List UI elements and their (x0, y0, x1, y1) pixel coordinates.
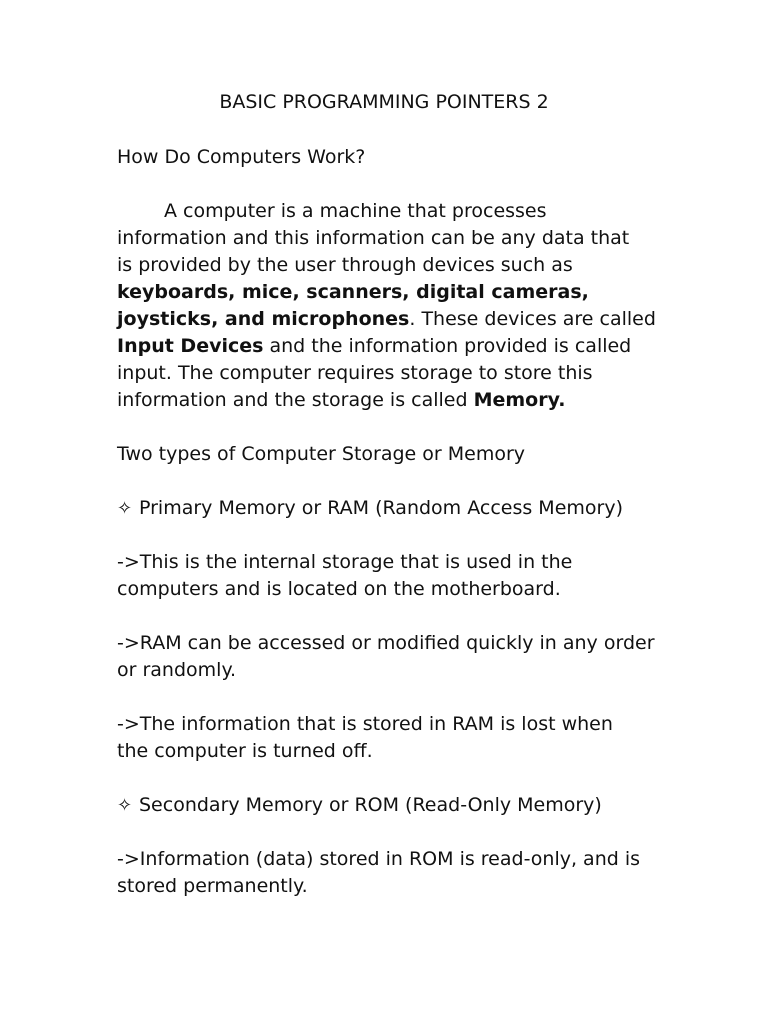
primary-point-2-line-1: ->RAM can be accessed or modified quickly in any order (117, 632, 655, 654)
intro-line-7: input. The computer requires storage to store this (117, 362, 593, 384)
secondary-memory-heading (117, 792, 677, 819)
intro-line-3: is provided by the user through devices such as (117, 254, 573, 276)
memory-term: Memory. (473, 389, 566, 411)
intro-line-2: information and this information can be any data that (117, 227, 630, 249)
input-device-examples: joysticks, and microphones (117, 308, 410, 330)
primary-memory-heading (117, 495, 677, 522)
intro-line-6 (117, 333, 677, 360)
section-heading: How Do Computers Work? (117, 146, 366, 168)
intro-line-1: A computer is a machine that processes (164, 200, 547, 222)
secondary-memory-label: Secondary Memory or ROM (Read-Only Memory) (139, 794, 602, 816)
primary-point-3-line-2: the computer is turned off. (117, 740, 373, 762)
input-devices-term: Input Devices (117, 335, 264, 357)
primary-point-3-line-1: ->The information that is stored in RAM is lost when (117, 713, 613, 735)
star-bullet-icon: ✧ (117, 795, 133, 816)
primary-memory-label: Primary Memory or RAM (Random Access Memory) (139, 497, 623, 519)
document-title: BASIC PROGRAMMING POINTERS 2 (219, 91, 549, 113)
primary-point-1-line-1: ->This is the internal storage that is used in the (117, 551, 573, 573)
primary-point-2-line-2: or randomly. (117, 659, 237, 681)
intro-line-8-pre: information and the storage is called (117, 389, 474, 411)
star-bullet-icon: ✧ (117, 498, 133, 519)
secondary-point-1-line-1: ->Information (data) stored in ROM is read-only, and is (117, 848, 641, 870)
intro-line-5 (117, 306, 677, 333)
primary-point-1-line-2: computers and is located on the motherboard. (117, 578, 561, 600)
types-heading: Two types of Computer Storage or Memory (117, 443, 526, 465)
intro-line-5-rest: . These devices are called (409, 308, 656, 330)
secondary-point-1-line-2: stored permanently. (117, 875, 308, 897)
intro-line-6-rest: and the information provided is called (263, 335, 632, 357)
intro-line-8 (117, 387, 677, 414)
intro-line-4: keyboards, mice, scanners, digital cameras, (117, 281, 589, 303)
